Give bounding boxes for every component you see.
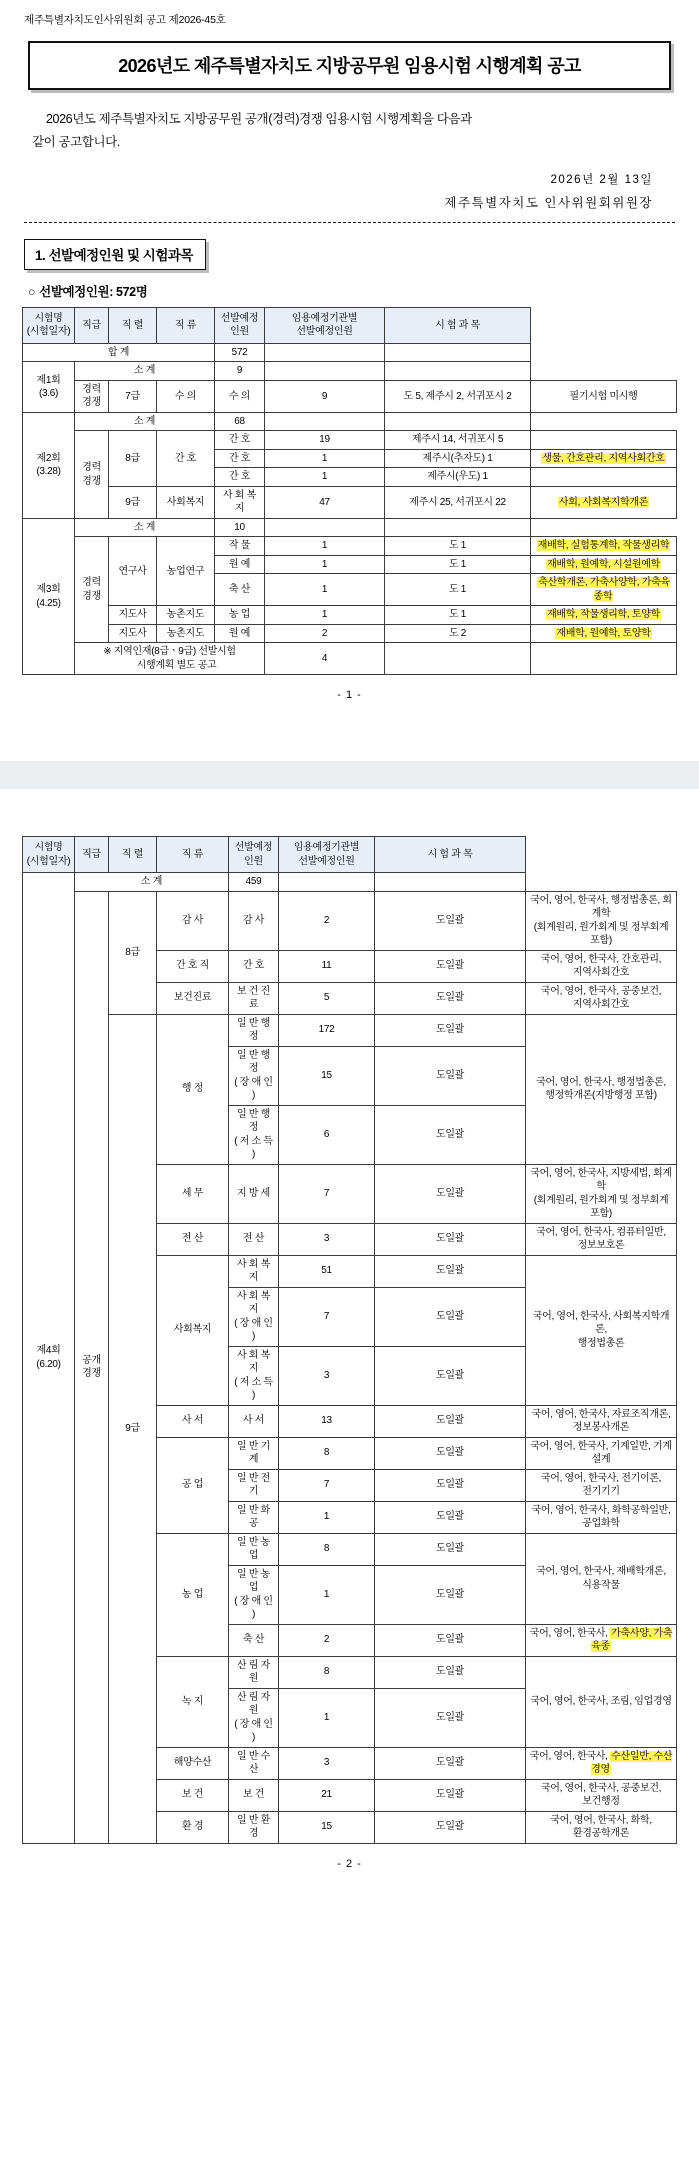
- cell-class: 일 반 수 산: [229, 1747, 279, 1779]
- cell-class: 일 반 기 계: [229, 1437, 279, 1469]
- cell-agency: [265, 362, 385, 381]
- cell-class: 일 반 전 기: [229, 1469, 279, 1501]
- cell-agency: 도일괄: [375, 950, 526, 982]
- round-2-subtotal-label: 소 계: [75, 412, 215, 431]
- cell-grade: 9급: [109, 1014, 157, 1843]
- cell-agency: 도일괄: [375, 1747, 526, 1779]
- cell-class: 보 건 진 료: [229, 982, 279, 1014]
- round-1-subtotal-label: 소 계: [75, 362, 215, 381]
- cell-agency: 도 5, 제주시 2, 서귀포시 2: [385, 380, 531, 412]
- table-row: [23, 362, 677, 381]
- cell-planned: 7: [279, 1469, 375, 1501]
- planned-total-bullet: [28, 282, 677, 300]
- cell-class: 원 예: [215, 624, 265, 643]
- cell-class: 감 사: [229, 891, 279, 950]
- page-break: [0, 760, 699, 790]
- cell-subjects: 국어, 영어, 한국사, 화학, 환경공학개론: [526, 1811, 677, 1843]
- cell-planned: 1: [265, 468, 385, 487]
- cell-planned: 8: [279, 1437, 375, 1469]
- cell-class: 원 예: [215, 555, 265, 574]
- cell-class: 사 회 복 지 ( 저 소 득 ): [229, 1346, 279, 1405]
- cell-agency: 도일괄: [375, 1779, 526, 1811]
- cell-series: 환 경: [157, 1811, 229, 1843]
- cell-planned: 1: [265, 537, 385, 556]
- round-2-type: 경력 경쟁: [75, 431, 109, 519]
- cell-class: 간 호: [215, 449, 265, 468]
- cell-planned: 3: [279, 1346, 375, 1405]
- cell-agency: [279, 873, 375, 892]
- cell-series: 농촌지도: [157, 606, 215, 625]
- cell-subjects: [385, 362, 531, 381]
- cell-series: 보건진료: [157, 982, 229, 1014]
- cell-series: 전 산: [157, 1223, 229, 1255]
- table-row: [23, 343, 677, 362]
- cell-class: 사 회 복 지: [215, 486, 265, 518]
- cell-planned: 1: [279, 1688, 375, 1747]
- cell-class: 일 반 농 업 ( 장 애 인 ): [229, 1565, 279, 1624]
- cell-planned: 3: [279, 1223, 375, 1255]
- cell-subjects: [531, 643, 677, 675]
- cell-agency: 도일괄: [375, 1164, 526, 1223]
- table-row: [23, 606, 677, 625]
- round-3-type: 경력 경쟁: [75, 537, 109, 643]
- cell-subjects: 재배학, 원예학, 토양학: [531, 624, 677, 643]
- cell-agency: 도일괄: [375, 1501, 526, 1533]
- cell-planned: 13: [279, 1405, 375, 1437]
- cell-class: 전 산: [229, 1223, 279, 1255]
- cell-agency: 도일괄: [375, 1346, 526, 1405]
- round-3-subtotal-label: 소 계: [75, 518, 215, 537]
- section-1-title: 1. 선발예정인원 및 시험과목: [24, 239, 206, 270]
- cell-class: 산 림 자 원 ( 장 애 인 ): [229, 1688, 279, 1747]
- cell-agency: [265, 412, 385, 431]
- cell-series: 수 의: [157, 380, 215, 412]
- intro-line-1: 2026년도 제주특별자치도 지방공무원 공개(경력)경쟁 임용시험 시행계획을 다음과: [46, 112, 472, 126]
- cell-subjects: 재배학, 실험통계학, 작물생리학: [531, 537, 677, 556]
- cell-agency: 도일괄: [375, 1688, 526, 1747]
- cell-planned: 1: [265, 606, 385, 625]
- grand-total-count: 572: [215, 343, 265, 362]
- cell-agency: 도일괄: [375, 1565, 526, 1624]
- cell-subjects: 국어, 영어, 한국사, 기계일반, 기계설계: [526, 1437, 677, 1469]
- cell-grade: 8급: [109, 891, 157, 1014]
- round-4-type: 공개 경쟁: [75, 891, 109, 1843]
- table-header-row: [23, 837, 677, 873]
- table-row: [23, 873, 677, 892]
- cell-planned: 15: [279, 1811, 375, 1843]
- th-class: 직 류: [157, 837, 229, 873]
- grand-total-agency: [265, 343, 385, 362]
- cell-agency: 도일괄: [375, 1014, 526, 1046]
- cell-series: 농 업: [157, 1533, 229, 1656]
- cell-agency: 도일괄: [375, 1287, 526, 1346]
- cell-grade: 지도사: [109, 624, 157, 643]
- cell-subjects: 국어, 영어, 한국사, 화학공학일반, 공업화학: [526, 1501, 677, 1533]
- cell-class: 축 산: [215, 574, 265, 606]
- page-2-number: - 2 -: [337, 1857, 362, 1870]
- th-subjects: 시 험 과 목: [385, 307, 531, 343]
- cell-planned: 1: [279, 1565, 375, 1624]
- cell-planned: 1: [265, 449, 385, 468]
- cell-agency: 도일괄: [375, 1223, 526, 1255]
- th-series: 직 렬: [109, 837, 157, 873]
- document-header-line: 제주특별자치도인사위원회 공고 제2026-45호: [24, 14, 226, 26]
- round-4-subtotal-label: 소 계: [75, 873, 229, 892]
- cell-class: 축 산: [229, 1624, 279, 1656]
- cell-agency: 도 2: [385, 624, 531, 643]
- dashed-divider: [24, 222, 675, 223]
- cell-subjects: 재배학, 작물생리학, 토양학: [531, 606, 677, 625]
- th-grade: 직급: [75, 307, 109, 343]
- cell-planned: 3: [279, 1747, 375, 1779]
- cell-subjects: 생물, 간호관리, 지역사회간호: [531, 449, 677, 468]
- round-3-subtotal: 10: [215, 518, 265, 537]
- round-2-subtotal: 68: [215, 412, 265, 431]
- cell-agency: 도일괄: [375, 1046, 526, 1105]
- table-row: [23, 431, 677, 450]
- cell-class: 사 회 복 지: [229, 1255, 279, 1287]
- issuer-name: 제주특별자치도 인사위원회위원장: [444, 196, 653, 211]
- cell-planned: 47: [265, 486, 385, 518]
- th-exam-name: 시험명 (시험일자): [23, 307, 75, 343]
- cell-agency: 도일괄: [375, 1255, 526, 1287]
- cell-planned: 7: [279, 1164, 375, 1223]
- cell-class: 일 반 환 경: [229, 1811, 279, 1843]
- cell-planned: 5: [279, 982, 375, 1014]
- local-talent-note: ※ 지역인재(8급ㆍ9급) 선발시험 시행계획 별도 공고: [75, 643, 265, 675]
- cell-series: 농촌지도: [157, 624, 215, 643]
- cell-series: 사회복지: [157, 486, 215, 518]
- cell-subjects: 필기시험 미시행: [531, 380, 677, 412]
- local-talent-count: 4: [265, 643, 385, 675]
- cell-class: 지 방 세: [229, 1164, 279, 1223]
- table-row: [23, 412, 677, 431]
- cell-series: 녹 지: [157, 1656, 229, 1747]
- th-agency: 임용예정기관별 선발예정인원: [279, 837, 375, 873]
- cell-agency: [265, 518, 385, 537]
- cell-planned: 8: [279, 1533, 375, 1565]
- cell-series: 사 서: [157, 1405, 229, 1437]
- cell-agency: 도 1: [385, 574, 531, 606]
- cell-class: 작 물: [215, 537, 265, 556]
- cell-class: 일 반 행 정 ( 장 애 인 ): [229, 1046, 279, 1105]
- cell-subjects: [375, 873, 526, 892]
- th-agency: 임용예정기관별 선발예정인원: [265, 307, 385, 343]
- exam-plan-table-page1: [22, 307, 677, 676]
- cell-series: 세 무: [157, 1164, 229, 1223]
- cell-series: 간 호 직: [157, 950, 229, 982]
- cell-planned: 2: [265, 624, 385, 643]
- cell-grade: 지도사: [109, 606, 157, 625]
- circle-bullet-icon: ○: [28, 284, 36, 299]
- cell-subjects: [531, 431, 677, 450]
- cell-subjects: 국어, 영어, 한국사, 재배학개론, 식용작물: [526, 1533, 677, 1624]
- cell-agency: 도일괄: [375, 1811, 526, 1843]
- cell-subjects: 축산학개론, 가축사양학, 가축육종학: [531, 574, 677, 606]
- cell-agency: 도일괄: [375, 1469, 526, 1501]
- cell-agency: 제주시 14, 서귀포시 5: [385, 431, 531, 450]
- th-planned: 선발예정 인원: [229, 837, 279, 873]
- publish-date: 2026년 2월 13일: [550, 174, 653, 187]
- cell-class: 농 업: [215, 606, 265, 625]
- table-row: [23, 537, 677, 556]
- cell-class: 일 반 농 업: [229, 1533, 279, 1565]
- round-1-subtotal: 9: [215, 362, 265, 381]
- cell-planned: 9: [265, 380, 385, 412]
- th-exam-name: 시험명 (시험일자): [23, 837, 75, 873]
- cell-agency: 도일괄: [375, 891, 526, 950]
- signature-block: [22, 170, 653, 216]
- cell-agency: 도일괄: [375, 1105, 526, 1164]
- cell-class: 간 호: [215, 468, 265, 487]
- cell-subjects: 국어, 영어, 한국사, 컴퓨터일반, 정보보호론: [526, 1223, 677, 1255]
- exam-plan-table-page2: [22, 836, 677, 1844]
- cell-class: 사 서: [229, 1405, 279, 1437]
- intro-line-2: 같이 공고합니다.: [32, 135, 120, 150]
- cell-planned: 6: [279, 1105, 375, 1164]
- round-4-name: 제4회 (6.20): [23, 873, 75, 1844]
- cell-subjects: [385, 518, 531, 537]
- cell-grade: 8급: [109, 431, 157, 487]
- cell-series: 해양수산: [157, 1747, 229, 1779]
- cell-series: 보 건: [157, 1779, 229, 1811]
- cell-series: 농업연구: [157, 537, 215, 606]
- th-planned: 선발예정 인원: [215, 307, 265, 343]
- th-series: 직 렬: [109, 307, 157, 343]
- cell-subjects: 사회, 사회복지학개론: [531, 486, 677, 518]
- cell-agency: [385, 643, 531, 675]
- grand-total-subjects: [385, 343, 531, 362]
- table-row: [23, 624, 677, 643]
- cell-class: 산 림 자 원: [229, 1656, 279, 1688]
- cell-subjects: [385, 412, 531, 431]
- round-2-name: 제2회 (3.28): [23, 412, 75, 518]
- cell-grade: 연구사: [109, 537, 157, 606]
- cell-planned: 7: [279, 1287, 375, 1346]
- cell-subjects: 국어, 영어, 한국사, 공중보건, 보건행정: [526, 1779, 677, 1811]
- cell-class: 일 반 행 정 ( 저 소 득 ): [229, 1105, 279, 1164]
- cell-planned: 2: [279, 891, 375, 950]
- cell-planned: 172: [279, 1014, 375, 1046]
- cell-agency: 도일괄: [375, 1656, 526, 1688]
- cell-planned: 51: [279, 1255, 375, 1287]
- cell-subjects: 국어, 영어, 한국사, 사회복지학개론, 행정법총론: [526, 1255, 677, 1405]
- page-1-number: - 1 -: [337, 689, 362, 702]
- th-class: 직 류: [157, 307, 215, 343]
- planned-total-label: 선발예정인원: 572명: [39, 284, 148, 299]
- table-header-row: [23, 307, 677, 343]
- cell-subjects: 국어, 영어, 한국사, 지방세법, 회계학 (회계원리, 원가회계 및 정부회계 포함): [526, 1164, 677, 1223]
- grand-total-label: 합 계: [23, 343, 215, 362]
- intro-paragraph: [32, 108, 671, 154]
- cell-subjects: 국어, 영어, 한국사, 자료조직개론, 정보봉사개론: [526, 1405, 677, 1437]
- cell-planned: 11: [279, 950, 375, 982]
- cell-subjects: 국어, 영어, 한국사, 행정법총론, 행정학개론(지방행정 포함): [526, 1014, 677, 1164]
- cell-agency: 도일괄: [375, 1624, 526, 1656]
- cell-planned: 1: [265, 574, 385, 606]
- cell-series: 감 사: [157, 891, 229, 950]
- cell-series: 공 업: [157, 1437, 229, 1533]
- cell-subjects: 국어, 영어, 한국사, 전기이론, 전기기기: [526, 1469, 677, 1501]
- cell-class: 간 호: [229, 950, 279, 982]
- cell-planned: 1: [265, 555, 385, 574]
- cell-class: 간 호: [215, 431, 265, 450]
- cell-planned: 8: [279, 1656, 375, 1688]
- cell-class: 일 반 화 공: [229, 1501, 279, 1533]
- cell-subjects: 국어, 영어, 한국사, 조림, 임업경영: [526, 1656, 677, 1747]
- table-row: [23, 486, 677, 518]
- cell-class: 보 건: [229, 1779, 279, 1811]
- cell-series: 사회복지: [157, 1255, 229, 1405]
- th-grade: 직급: [75, 837, 109, 873]
- cell-agency: 도일괄: [375, 1437, 526, 1469]
- table-row: [23, 1014, 677, 1046]
- cell-agency: 도 1: [385, 537, 531, 556]
- th-subjects: 시 험 과 목: [375, 837, 526, 873]
- cell-class: 사 회 복 지 ( 장 애 인 ): [229, 1287, 279, 1346]
- cell-series: 간 호: [157, 431, 215, 487]
- page-2: [0, 790, 699, 2159]
- cell-agency: 도일괄: [375, 982, 526, 1014]
- cell-planned: 1: [279, 1501, 375, 1533]
- cell-subjects: 국어, 영어, 한국사, 행정법총론, 회계학 (회계원리, 원가회계 및 정부회계 포함): [526, 891, 677, 950]
- cell-planned: 2: [279, 1624, 375, 1656]
- cell-grade: 7급: [109, 380, 157, 412]
- table-row: [23, 518, 677, 537]
- cell-subjects: 국어, 영어, 한국사, 수산일반, 수산경영: [526, 1747, 677, 1779]
- cell-class: 수 의: [215, 380, 265, 412]
- cell-class: 일 반 행 정: [229, 1014, 279, 1046]
- cell-subjects: 국어, 영어, 한국사, 간호관리, 지역사회간호: [526, 950, 677, 982]
- document-title: 2026년도 제주특별자치도 지방공무원 임용시험 시행계획 공고: [28, 41, 671, 90]
- cell-agency: 도일괄: [375, 1405, 526, 1437]
- cell-agency: 제주시 25, 서귀포시 22: [385, 486, 531, 518]
- cell-subjects: 국어, 영어, 한국사, 가축사양, 가축육종: [526, 1624, 677, 1656]
- round-1-type: 경력 경쟁: [75, 380, 109, 412]
- cell-agency: 도 1: [385, 606, 531, 625]
- page-1: [0, 0, 699, 760]
- table-row: [23, 891, 677, 950]
- cell-planned: 19: [265, 431, 385, 450]
- cell-subjects: [531, 468, 677, 487]
- cell-planned: 15: [279, 1046, 375, 1105]
- cell-agency: 도 1: [385, 555, 531, 574]
- round-1-name: 제1회 (3.6): [23, 362, 75, 413]
- cell-agency: 도일괄: [375, 1533, 526, 1565]
- cell-planned: 21: [279, 1779, 375, 1811]
- cell-grade: 9급: [109, 486, 157, 518]
- table-row: [23, 380, 677, 412]
- cell-series: 행 정: [157, 1014, 229, 1164]
- cell-subjects: 국어, 영어, 한국사, 공중보건, 지역사회간호: [526, 982, 677, 1014]
- round-3-name: 제3회 (4.25): [23, 518, 75, 675]
- cell-subjects: 재배학, 원예학, 시설원예학: [531, 555, 677, 574]
- cell-agency: 제주시(추자도) 1: [385, 449, 531, 468]
- cell-agency: 제주시(우도) 1: [385, 468, 531, 487]
- table-row: [23, 643, 677, 675]
- round-4-subtotal: 459: [229, 873, 279, 892]
